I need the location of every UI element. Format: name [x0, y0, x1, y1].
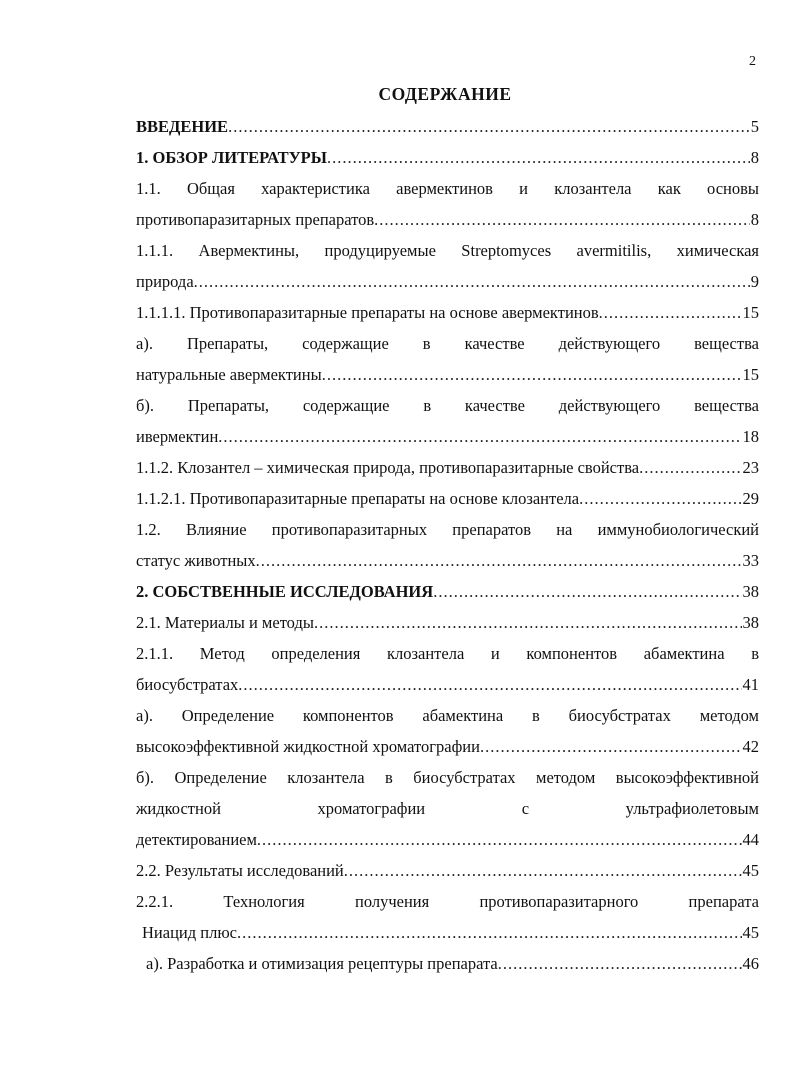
toc-entry-text: б). Определение клозантела в биосубстратах методом высокоэффективной: [136, 768, 759, 787]
toc-line: [136, 798, 759, 829]
dot-leader: [194, 271, 750, 293]
toc-line: [136, 364, 759, 395]
toc-entry-text: 1.1.1.1. Противопаразитарные препараты на основе авермектинов: [136, 303, 599, 322]
toc-line: [136, 891, 759, 922]
toc-entry-text: ВВЕДЕНИЕ: [136, 117, 229, 136]
toc-line: [136, 643, 759, 674]
table-of-contents: [136, 116, 759, 984]
toc-page-number: 38: [742, 613, 759, 632]
toc-entry-text: 2.1.1. Метод определения клозантела и компонентов абамектина в: [136, 644, 759, 663]
toc-line: [136, 457, 759, 488]
toc-line: [136, 147, 759, 178]
toc-entry-text: природа: [136, 272, 194, 291]
dot-leader: [498, 953, 742, 975]
toc-line: [136, 674, 759, 705]
toc-page-number: 33: [742, 551, 759, 570]
dot-leader: [480, 736, 742, 758]
toc-line: [136, 271, 759, 302]
dot-leader: [314, 612, 742, 634]
toc-page-number: 45: [742, 861, 759, 880]
toc-entry-text: а). Определение компонентов абамектина в биосубстратах методом: [136, 706, 759, 725]
toc-entry-text: 2.2. Результаты исследований: [136, 861, 344, 880]
toc-line: [136, 829, 759, 860]
toc-page-number: 45: [742, 923, 759, 942]
toc-entry-text: жидкостной хроматографии с ультрафиолетовым: [136, 799, 759, 818]
toc-entry-text: 2.2.1. Технология получения противопаразитарного препарата: [136, 892, 759, 911]
dot-leader: [322, 364, 742, 386]
toc-line: [136, 240, 759, 271]
toc-line: [136, 209, 759, 240]
toc-entry-text: 2. СОБСТВЕННЫЕ ИССЛЕДОВАНИЯ: [136, 582, 434, 601]
toc-entry-text: статус животных: [136, 551, 256, 570]
toc-line: [136, 767, 759, 798]
page-title: СОДЕРЖАНИЕ: [378, 84, 512, 104]
toc-line: [136, 519, 759, 550]
toc-page-number: 23: [742, 458, 759, 477]
toc-page-number: 18: [742, 427, 759, 446]
toc-entry-text: а). Препараты, содержащие в качестве действующего вещества: [136, 334, 759, 353]
toc-page-number: 15: [742, 303, 759, 322]
dot-leader: [344, 860, 742, 882]
dot-leader: [228, 116, 750, 138]
dot-leader: [237, 922, 742, 944]
dot-leader: [599, 302, 742, 324]
dot-leader: [579, 488, 741, 510]
toc-line: [136, 953, 759, 984]
toc-page-number: 46: [742, 954, 759, 973]
dot-leader: [433, 581, 741, 603]
toc-line: [136, 116, 759, 147]
toc-page-number: 5: [750, 117, 759, 136]
dot-leader: [374, 209, 750, 231]
toc-page-number: 29: [742, 489, 759, 508]
toc-entry-text: а). Разработка и отимизация рецептуры препарата: [146, 954, 498, 973]
toc-line: [136, 488, 759, 519]
toc-entry-text: 1. ОБЗОР ЛИТЕРАТУРЫ: [136, 148, 327, 167]
toc-entry-text: 1.2. Влияние противопаразитарных препаратов на иммунобиологический: [136, 520, 759, 539]
toc-line: [136, 333, 759, 364]
toc-line: [136, 426, 759, 457]
toc-page-number: 44: [742, 830, 759, 849]
dot-leader: [327, 147, 750, 169]
toc-page-number: 15: [742, 365, 759, 384]
toc-entry-text: 1.1.2. Клозантел – химическая природа, противопаразитарные свойства: [136, 458, 640, 477]
toc-page-number: 8: [750, 210, 759, 229]
toc-line: [136, 922, 759, 953]
toc-entry-text: высокоэффективной жидкостной хроматографии: [136, 737, 480, 756]
toc-entry-text: 1.1.2.1. Противопаразитарные препараты на основе клозантела: [136, 489, 580, 508]
toc-line: [136, 550, 759, 581]
toc-entry-text: б). Препараты, содержащие в качестве действующего вещества: [136, 396, 759, 415]
toc-entry-text: ивермектин: [136, 427, 219, 446]
toc-line: [136, 860, 759, 891]
toc-line: [136, 178, 759, 209]
page-number: 2: [749, 54, 756, 69]
toc-page-number: 38: [742, 582, 759, 601]
toc-line: [136, 705, 759, 736]
toc-page-number: 9: [750, 272, 759, 291]
toc-line: [136, 612, 759, 643]
toc-line: [136, 581, 759, 612]
dot-leader: [218, 426, 741, 448]
dot-leader: [639, 457, 741, 479]
dot-leader: [256, 550, 742, 572]
toc-page-number: 8: [750, 148, 759, 167]
toc-entry-text: детектированием: [136, 830, 257, 849]
dot-leader: [238, 674, 741, 696]
dot-leader: [257, 829, 742, 851]
toc-line: [136, 302, 759, 333]
toc-entry-text: противопаразитарных препаратов: [136, 210, 375, 229]
toc-entry-text: 2.1. Материалы и методы: [136, 613, 314, 632]
toc-entry-text: Ниацид плюс: [142, 923, 237, 942]
toc-line: [136, 736, 759, 767]
toc-entry-text: натуральные авермектины: [136, 365, 322, 384]
toc-entry-text: 1.1.1. Авермектины, продуцируемые Streptomyces avermitilis, химическая: [136, 241, 759, 260]
toc-page-number: 41: [742, 675, 759, 694]
toc-page-number: 42: [742, 737, 759, 756]
toc-entry-text: биосубстратах: [136, 675, 239, 694]
toc-entry-text: 1.1. Общая характеристика авермектинов и клозантела как основы: [136, 179, 759, 198]
toc-line: [136, 395, 759, 426]
